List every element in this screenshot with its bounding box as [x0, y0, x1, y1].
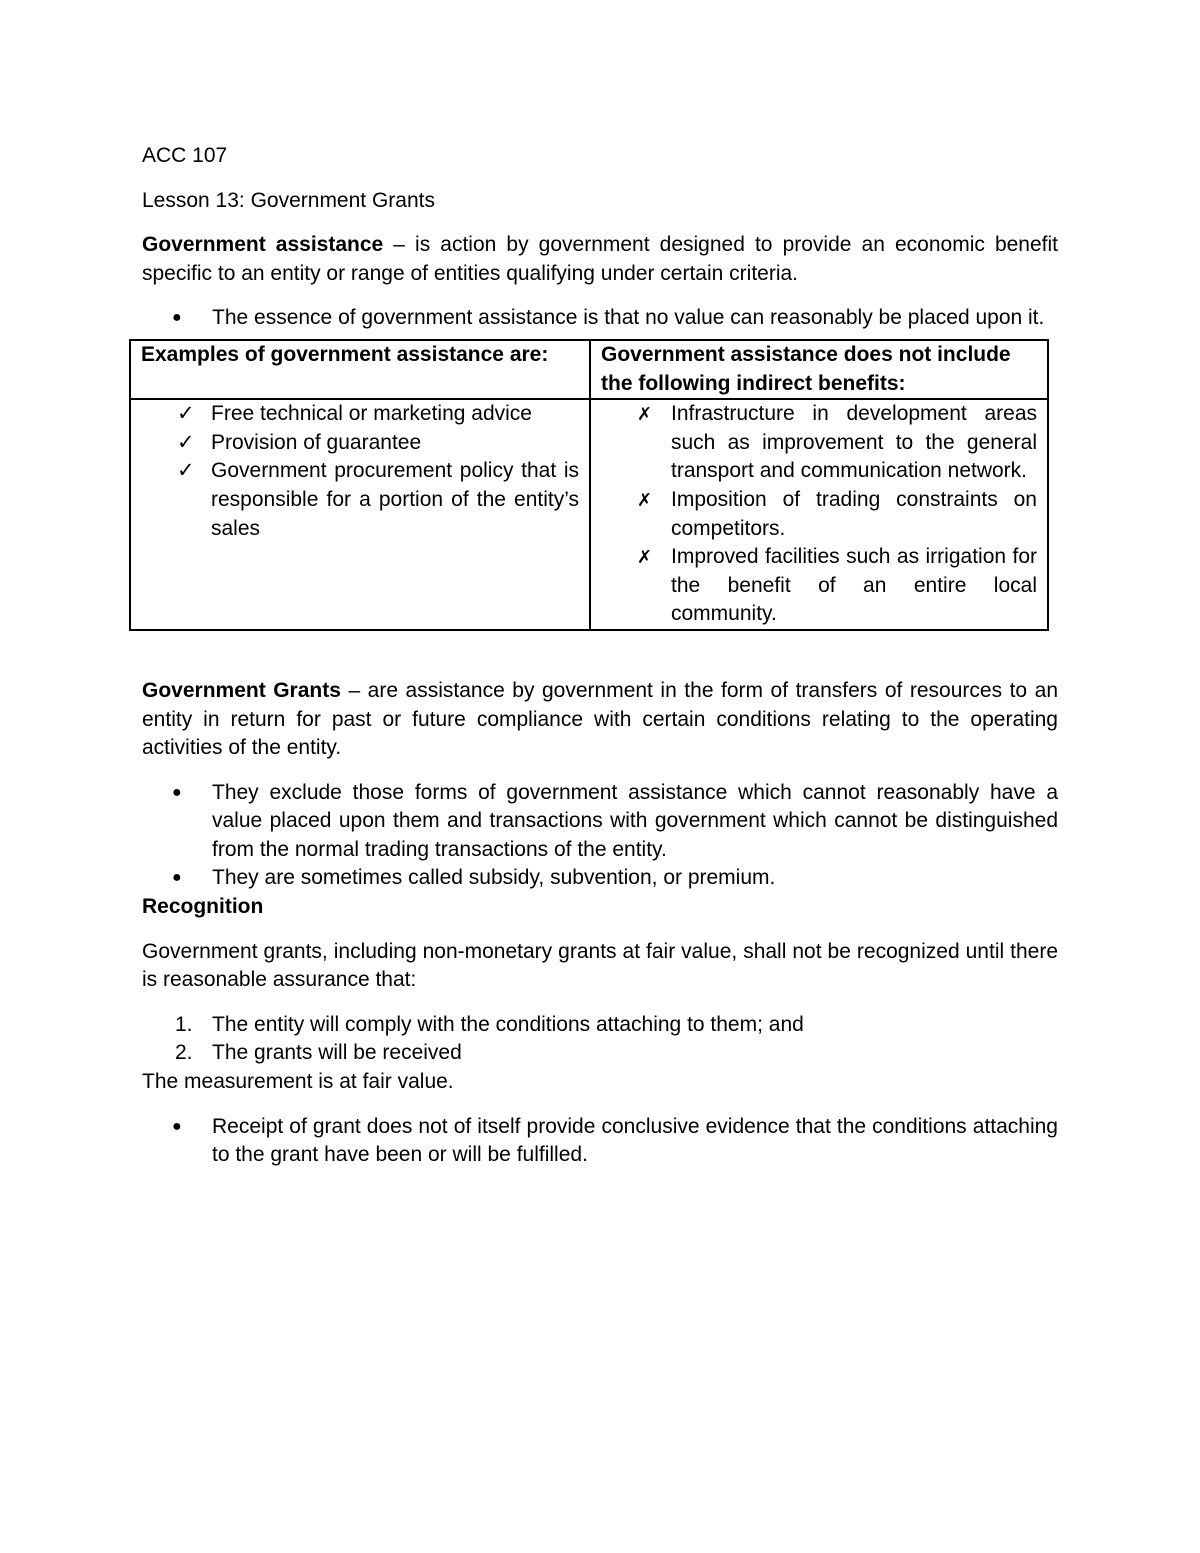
list-item: ✗ Improved facilities such as irrigation for the benefit of an entire local community. [637, 545, 1037, 626]
bullet-icon: ● [172, 783, 182, 801]
course-code: ACC 107 [142, 144, 228, 167]
list-item: 2. The grants will be received [142, 1039, 1058, 1068]
grants-definition [142, 677, 1058, 763]
bullet-icon: ● [172, 309, 182, 327]
examples-list [141, 400, 579, 543]
examples-cell [130, 399, 590, 630]
table-header-row [130, 340, 1048, 399]
measurement-text: The measurement is at fair value. [142, 1070, 454, 1094]
cross-icon: ✗ [637, 489, 653, 510]
lesson-title: Lesson 13: Government Grants [142, 188, 435, 212]
list-item: ● They are sometimes called subsidy, subvention, or premium. [142, 864, 1058, 893]
recognition-heading: Recognition [142, 895, 264, 919]
table-header-exclusions: Government assistance does not include the following indirect benefits: [590, 340, 1048, 399]
check-icon: ✓ [177, 430, 195, 454]
exclusions-list [601, 400, 1037, 629]
bullet-icon: ● [172, 1117, 182, 1135]
list-item: ✓ Provision of guarantee [141, 429, 579, 458]
recognition-numbered-list [142, 1011, 1058, 1068]
exclusions-cell [590, 399, 1048, 630]
assistance-definition-text: – is action by government designed to provide an economic benefit specific to an entity or range of entities qualifying under certain criteria. [142, 233, 1058, 285]
list-item: ✗ Infrastructure in development areas such as improvement to the general transport and communication network. [637, 402, 1037, 483]
check-icon: ✓ [177, 459, 195, 483]
list-item: ● Receipt of grant does not of itself provide conclusive evidence that the conditions attaching to the grant have been or will be fulfilled. [172, 1114, 1058, 1167]
assistance-term: Government assistance [142, 233, 384, 257]
table-row [130, 399, 1048, 630]
recognition-bullet-list [142, 1113, 1058, 1170]
list-item: ✗ Imposition of trading constraints on competitors. [637, 487, 1037, 540]
list-item: 1. The entity will comply with the conditions attaching to them; and [142, 1011, 1058, 1040]
cross-icon: ✗ [637, 404, 653, 425]
cross-icon: ✗ [637, 547, 653, 568]
assistance-definition [142, 231, 1058, 288]
list-item: ● They exclude those forms of government assistance which cannot reasonably have a value placed upon them and transactions with government which cannot be distinguished from the normal trading transactions of the entity. [172, 780, 1058, 861]
grants-term: Government Grants [142, 678, 341, 702]
assistance-bullet-list [142, 304, 1058, 333]
document-page [142, 142, 1058, 1170]
list-number: 2. [175, 1041, 193, 1065]
list-number: 1. [175, 1012, 193, 1036]
list-item: ✓ Free technical or marketing advice [141, 400, 579, 429]
list-item: ✓ Government procurement policy that is responsible for a portion of the entity’s sales [177, 459, 579, 540]
grants-bullet-list [142, 779, 1058, 893]
check-icon: ✓ [177, 402, 195, 426]
bullet-icon: ● [172, 869, 182, 887]
table-header-examples: Examples of government assistance are: [130, 340, 590, 399]
list-item: ● The essence of government assistance is that no value can reasonably be placed upon it. [142, 304, 1058, 333]
grants-definition-text: – are assistance by government in the form of transfers of resources to an entity in return for past or future compliance with certain conditions relating to the operating activities of the entity. [142, 678, 1059, 760]
recognition-intro: Government grants, including non-monetary grants at fair value, shall not be recognized until there is reasonable assurance that: [142, 939, 1058, 992]
assistance-table [129, 339, 1049, 631]
